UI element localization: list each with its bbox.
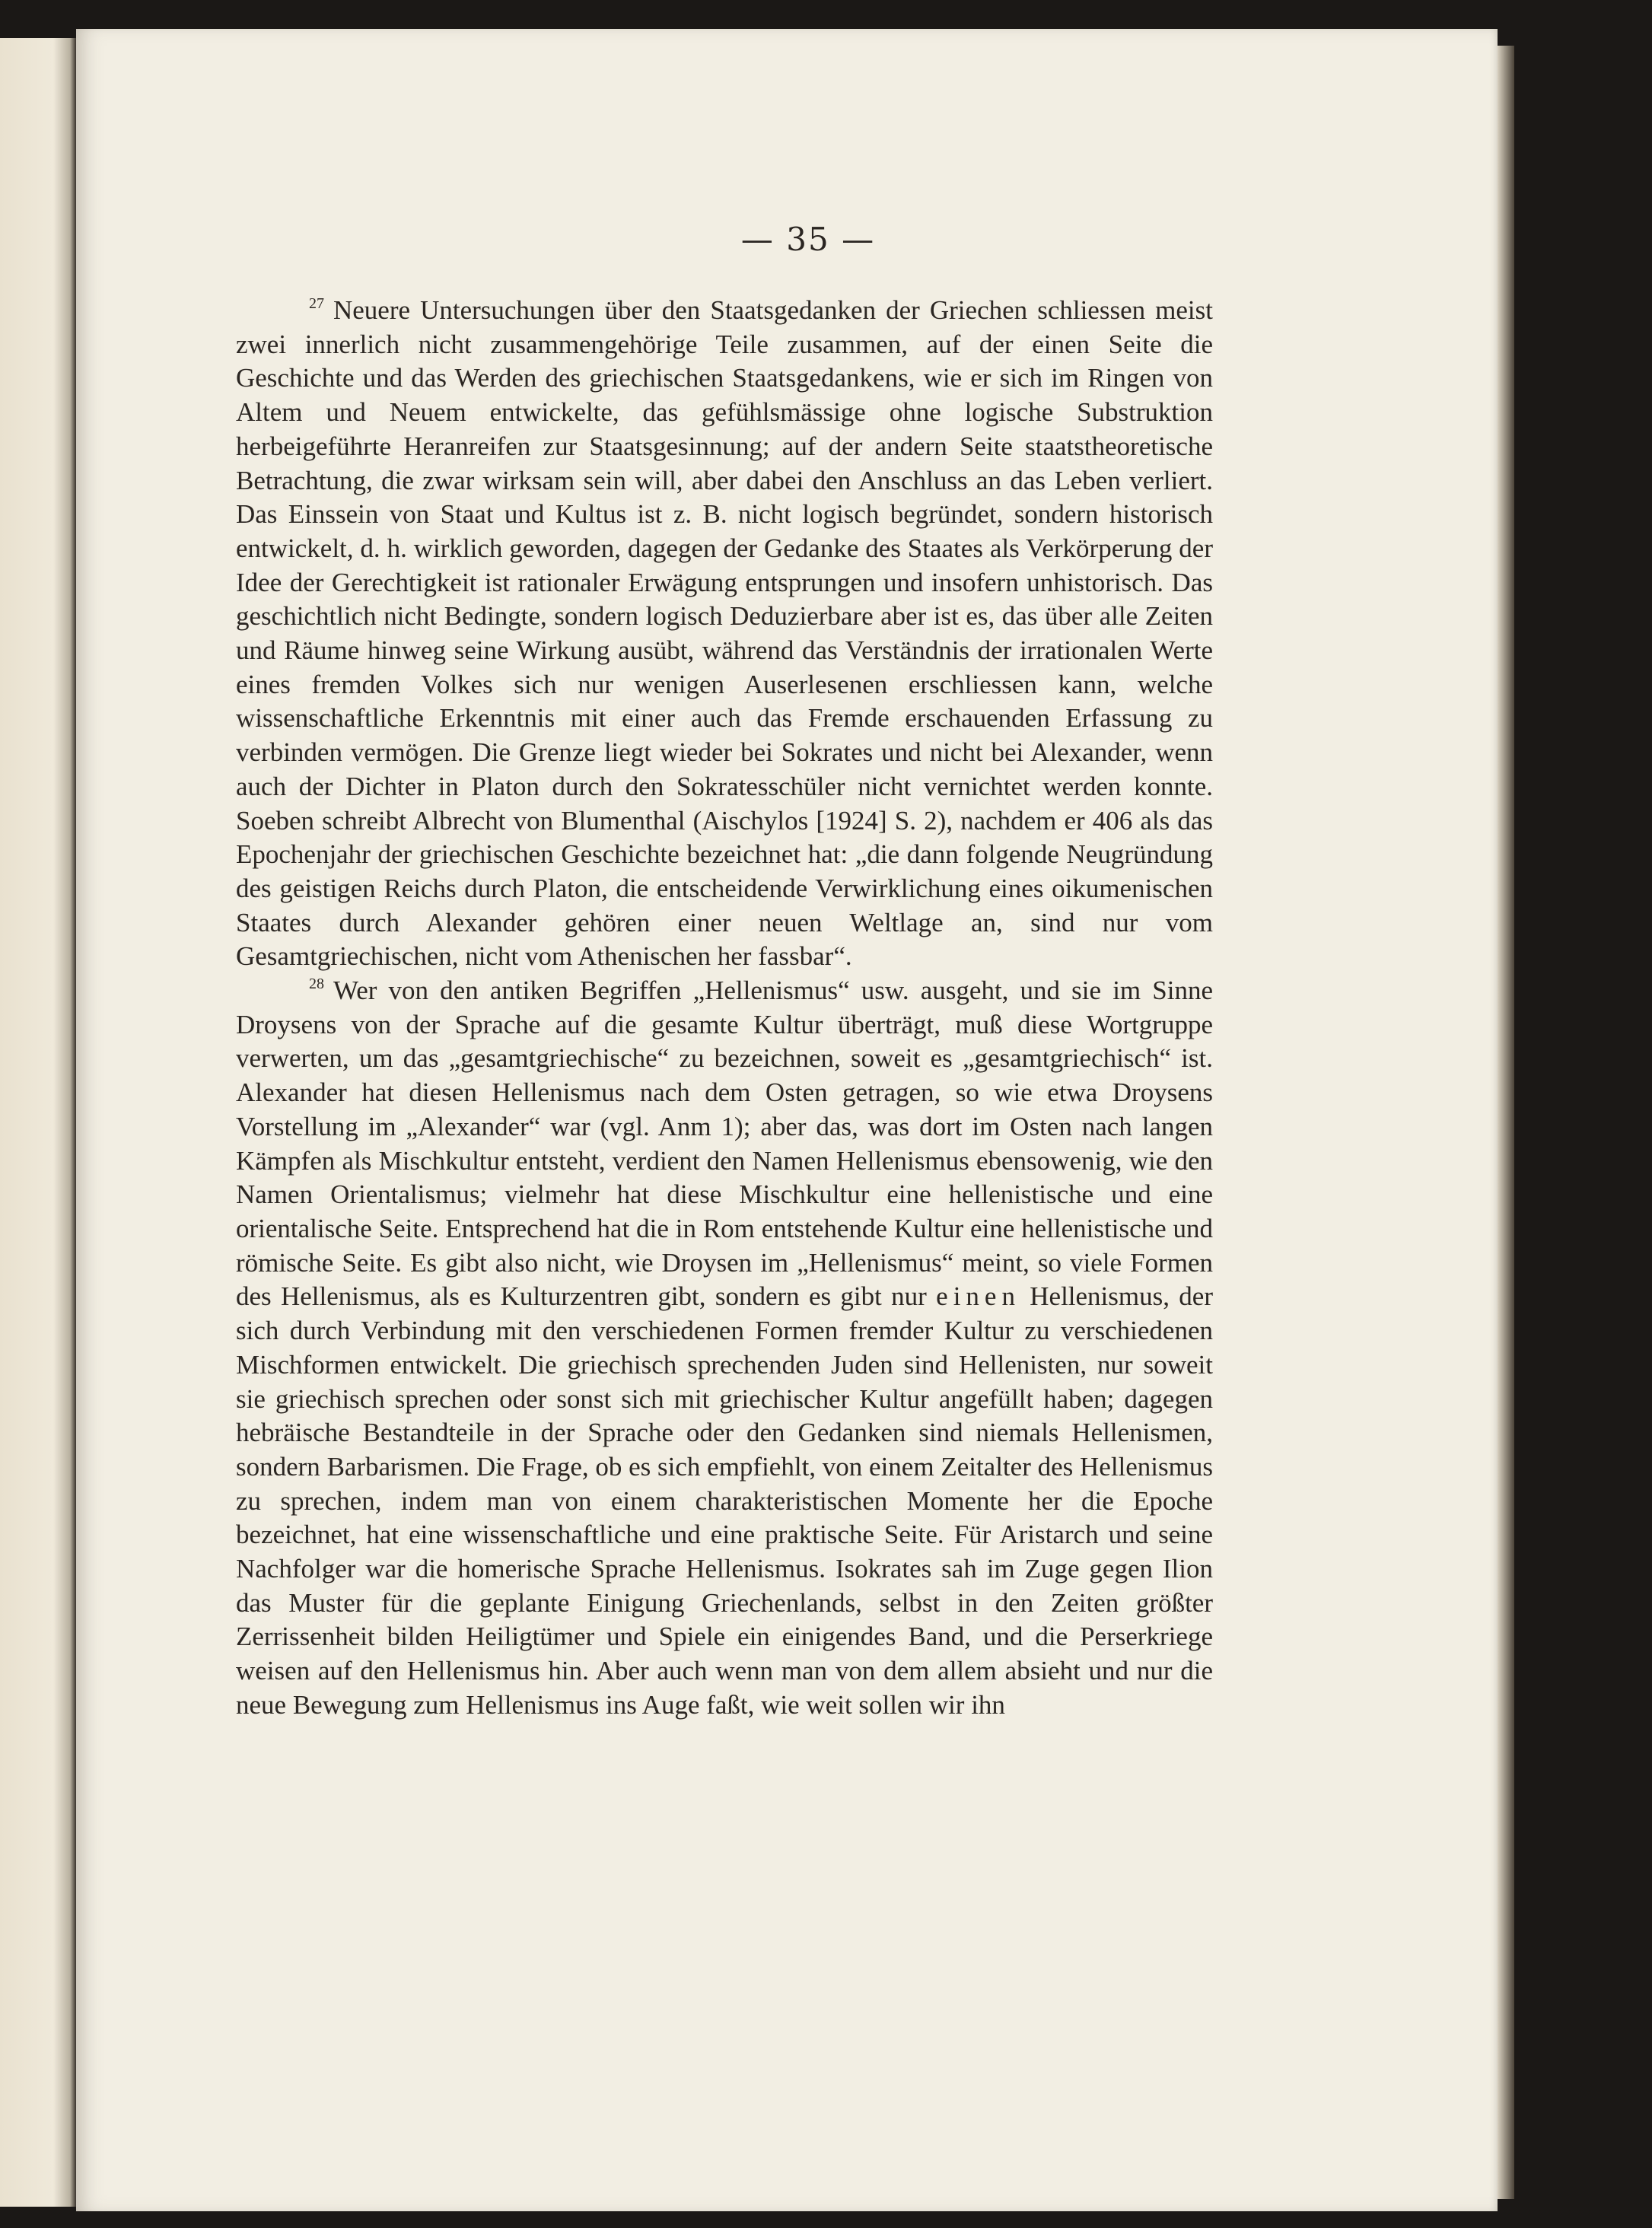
footnote-28	[236, 974, 1213, 1722]
spaced-emphasis: einen	[936, 1281, 1020, 1312]
left-page-edge	[0, 38, 76, 2207]
footnote-27	[236, 294, 1213, 974]
footnote-body: Neuere Untersuchungen über den Staatsgedanken der Griechen schliessen meist zwei innerlich nicht zusammengehörige Teile zusammen, auf der einen Seite die Geschichte und das Werden des griechischen Staatsgedankens, wie er sich im Ringen von Altem und Neuem entwickelte, das gefühlsmässige ohne logische Substruktion herbeigeführte Heranreifen zur Staatsgesinnung; auf der andern Seite staatstheoretische Betrachtung, die zwar wirksam sein will, aber dabei den Anschluss an das Leben verliert. Das Einssein von Staat und Kultus ist z. B. nicht logisch begründet, sondern historisch entwickelt, d. h. wirklich geworden, dagegen der Gedanke des Staates als Verkörperung der Idee der Gerechtigkeit ist rationaler Erwägung entsprungen und insofern unhistorisch. Das geschichtlich nicht Bedingte, sondern logisch Deduzierbare aber ist es, das über alle Zeiten und Räume hinweg seine Wirkung ausübt, während das Verständnis der irrationalen Werte eines fremden Volkes sich nur wenigen Auserlesenen erschliessen kann, welche wissenschaftliche Erkenntnis mit einer auch das Fremde erschauenden Erfassung zu verbinden vermögen. Die Grenze liegt wieder bei Sokrates und nicht bei Alexander, wenn auch der Dichter in Platon durch den Sokratesschüler nicht vernichtet werden konnte. Soeben schreibt Albrecht von Blumenthal (Aischylos [1924] S. 2), nachdem er 406 als das Epochenjahr der griechischen Geschichte bezeichnet hat: „die dann folgende Neugründung des geistigen Reichs durch Platon, die entscheidende Verwirklichung eines oikumenischen Staates durch Alexander gehören einer neuen Weltlage an, sind nur vom Gesamtgriechischen, nicht vom Athenischen her fassbar“.	[236, 295, 1213, 972]
footnote-body: Wer von den antiken Begriffen „Hellenismus“ usw. ausgeht, und sie im Sinne Droysens von der Sprache auf die gesamte Kultur überträgt, muß diese Wortgruppe verwerten, um das „gesamtgriechische“ zu bezeichnen, soweit es „gesamtgriechisch“ ist. Alexander hat diesen Hellenismus nach dem Osten getragen, so wie etwa Droysens Vorstellung im „Alexander“ war (vgl. Anm 1); aber das, was dort im Osten nach langen Kämpfen als Mischkultur entsteht, verdient den Namen Hellenismus ebensowenig, wie den Namen Orientalismus; vielmehr hat diese Mischkultur eine hellenistische und eine orientalische Seite. Entsprechend hat die in Rom entstehende Kultur eine hellenistische und römische Seite. Es gibt also nicht, wie Droysen im „Hellenismus“ meint, so viele Formen des Hellenismus, als es Kulturzentren gibt, sondern es gibt nur	[236, 976, 1213, 1312]
page-number: — 35 —	[740, 221, 876, 258]
footnote-text	[236, 294, 1213, 1723]
footnote-mark: 28	[309, 976, 324, 993]
footnote-mark: 27	[309, 295, 324, 312]
page-edge-shadow	[1498, 46, 1514, 2199]
footnote-body-cont: Hellenismus, der sich durch Verbindung mit den verschiedenen Formen fremder Kultur zu verschiedenen Mischformen entwickelt. Die griechisch sprechenden Juden sind Hellenisten, nur soweit sie griechisch sprechen oder sonst sich mit griechischer Kultur angefüllt haben; dagegen hebräische Bestandteile in der Sprache oder den Gedanken sind niemals Hellenismen, sondern Barbarismen. Die Frage, ob es sich empfiehlt, von einem Zeitalter des Hellenismus zu sprechen, indem man von einem charakteristischen Momente her die Epoche bezeichnet, hat eine wissenschaftliche und eine praktische Seite. Für Aristarch und seine Nachfolger war die homerische Sprache Hellenismus. Isokrates sah im Zuge gegen Ilion das Muster für die geplante Einigung Griechenlands, selbst in den Zeiten größter Zerrissenheit bilden Heiligtümer und Spiele ein einigendes Band, und die Perserkriege weisen auf den Hellenismus hin. Aber auch wenn man von dem allem absieht und nur die neue Bewegung zum Hellenismus ins Auge faßt, wie weit sollen wir ihn	[236, 1281, 1213, 1720]
